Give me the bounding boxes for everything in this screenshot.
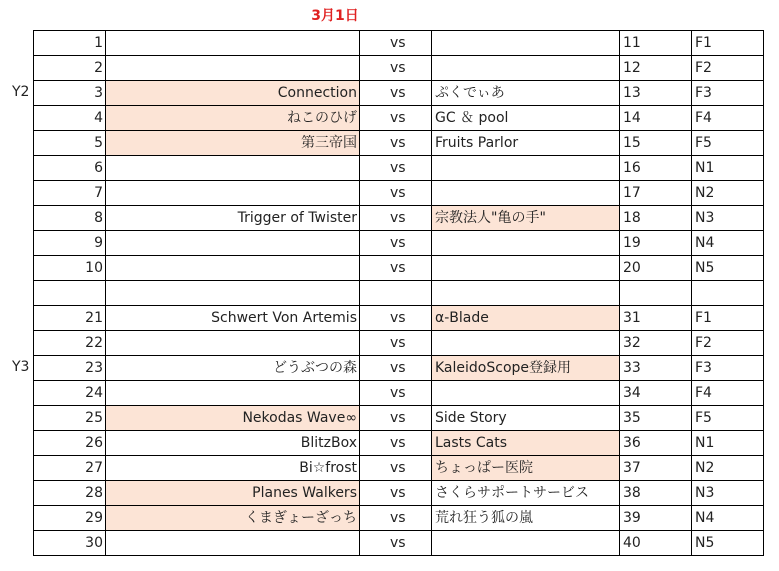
left-team-cell[interactable] xyxy=(106,181,360,206)
vs-cell[interactable]: vs xyxy=(360,306,432,331)
vs-cell[interactable]: vs xyxy=(360,506,432,531)
left-team-cell[interactable] xyxy=(106,256,360,281)
right-team-cell[interactable]: さくらサポートサービス xyxy=(432,481,620,506)
opponent-number-cell[interactable]: 35 xyxy=(620,406,692,431)
right-team-cell[interactable] xyxy=(432,156,620,181)
match-number-cell[interactable]: 22 xyxy=(34,331,106,356)
vs-cell[interactable]: vs xyxy=(360,81,432,106)
table-row xyxy=(34,131,764,156)
right-team-cell[interactable] xyxy=(432,256,620,281)
right-team-cell[interactable] xyxy=(432,181,620,206)
vs-cell[interactable]: vs xyxy=(360,531,432,556)
right-team-cell[interactable]: 荒れ狂う狐の嵐 xyxy=(432,506,620,531)
left-team-cell[interactable]: Schwert Von Artemis xyxy=(106,306,360,331)
left-team-cell[interactable] xyxy=(106,156,360,181)
empty-cell[interactable] xyxy=(34,281,106,306)
opponent-number-cell[interactable]: 36 xyxy=(620,431,692,456)
court-cell[interactable]: N2 xyxy=(692,181,764,206)
schedule-table xyxy=(33,30,764,556)
match-number-cell[interactable]: 3 xyxy=(34,81,106,106)
right-team-cell[interactable]: 宗教法人"亀の手" xyxy=(432,206,620,231)
vs-cell[interactable]: vs xyxy=(360,181,432,206)
court-cell[interactable]: F2 xyxy=(692,56,764,81)
court-cell[interactable]: F1 xyxy=(692,306,764,331)
empty-cell[interactable] xyxy=(432,281,620,306)
right-team-cell[interactable] xyxy=(432,231,620,256)
empty-cell[interactable] xyxy=(620,281,692,306)
table-row xyxy=(34,256,764,281)
match-number-cell[interactable]: 26 xyxy=(34,431,106,456)
table-row xyxy=(34,331,764,356)
vs-cell[interactable]: vs xyxy=(360,156,432,181)
opponent-number-cell[interactable]: 34 xyxy=(620,381,692,406)
match-number-cell[interactable]: 27 xyxy=(34,456,106,481)
court-cell[interactable]: F3 xyxy=(692,356,764,381)
court-cell[interactable]: N5 xyxy=(692,256,764,281)
left-team-cell[interactable]: くまぎょーざっち xyxy=(106,506,360,531)
table-row xyxy=(34,306,764,331)
left-team-cell[interactable]: Planes Walkers xyxy=(106,481,360,506)
court-cell[interactable]: N3 xyxy=(692,481,764,506)
left-team-cell[interactable]: Bi☆frost xyxy=(106,456,360,481)
table-row xyxy=(34,56,764,81)
right-team-cell[interactable]: KaleidoScope登録用 xyxy=(432,356,620,381)
court-cell[interactable]: N4 xyxy=(692,231,764,256)
match-number-cell[interactable]: 30 xyxy=(34,531,106,556)
left-team-cell[interactable] xyxy=(106,56,360,81)
vs-cell[interactable]: vs xyxy=(360,131,432,156)
left-team-cell[interactable] xyxy=(106,381,360,406)
match-number-cell[interactable]: 2 xyxy=(34,56,106,81)
match-number-cell[interactable]: 25 xyxy=(34,406,106,431)
right-team-cell[interactable]: GC ＆ pool xyxy=(432,106,620,131)
left-team-cell[interactable]: Connection xyxy=(106,81,360,106)
opponent-number-cell[interactable]: 13 xyxy=(620,81,692,106)
match-number-cell[interactable]: 4 xyxy=(34,106,106,131)
vs-cell[interactable]: vs xyxy=(360,456,432,481)
table-row xyxy=(34,506,764,531)
left-team-cell[interactable] xyxy=(106,231,360,256)
table-row xyxy=(34,381,764,406)
court-cell[interactable]: F5 xyxy=(692,131,764,156)
opponent-number-cell[interactable]: 16 xyxy=(620,156,692,181)
opponent-number-cell[interactable]: 14 xyxy=(620,106,692,131)
left-team-cell[interactable] xyxy=(106,331,360,356)
match-number-cell[interactable]: 6 xyxy=(34,156,106,181)
table-row xyxy=(34,231,764,256)
left-team-cell[interactable]: 第三帝国 xyxy=(106,131,360,156)
right-team-cell[interactable] xyxy=(432,56,620,81)
table-row xyxy=(34,481,764,506)
court-cell[interactable]: N1 xyxy=(692,156,764,181)
right-team-cell[interactable] xyxy=(432,381,620,406)
vs-cell[interactable]: vs xyxy=(360,56,432,81)
spacer-row xyxy=(34,281,764,306)
table-row xyxy=(34,31,764,56)
right-team-cell[interactable]: Fruits Parlor xyxy=(432,131,620,156)
opponent-number-cell[interactable]: 32 xyxy=(620,331,692,356)
match-number-cell[interactable]: 8 xyxy=(34,206,106,231)
sheet-title: 3月1日 xyxy=(311,8,359,24)
vs-cell[interactable]: vs xyxy=(360,331,432,356)
table-row xyxy=(34,456,764,481)
empty-cell[interactable] xyxy=(360,281,432,306)
right-team-cell[interactable]: Lasts Cats xyxy=(432,431,620,456)
table-row xyxy=(34,206,764,231)
vs-cell[interactable]: vs xyxy=(360,206,432,231)
empty-cell[interactable] xyxy=(692,281,764,306)
match-number-cell[interactable]: 28 xyxy=(34,481,106,506)
opponent-number-cell[interactable]: 17 xyxy=(620,181,692,206)
opponent-number-cell[interactable]: 40 xyxy=(620,531,692,556)
empty-cell[interactable] xyxy=(106,281,360,306)
match-number-cell[interactable]: 24 xyxy=(34,381,106,406)
right-team-cell[interactable] xyxy=(432,531,620,556)
court-cell[interactable]: N5 xyxy=(692,531,764,556)
match-number-cell[interactable]: 9 xyxy=(34,231,106,256)
table-row xyxy=(34,81,764,106)
left-team-cell[interactable]: Trigger of Twister xyxy=(106,206,360,231)
right-team-cell[interactable]: α-Blade xyxy=(432,306,620,331)
group-label-y3: Y3 xyxy=(12,359,30,375)
opponent-number-cell[interactable]: 31 xyxy=(620,306,692,331)
match-number-cell[interactable]: 5 xyxy=(34,131,106,156)
table-row xyxy=(34,356,764,381)
opponent-number-cell[interactable]: 20 xyxy=(620,256,692,281)
opponent-number-cell[interactable]: 11 xyxy=(620,31,692,56)
opponent-number-cell[interactable]: 12 xyxy=(620,56,692,81)
table-row xyxy=(34,181,764,206)
table-row xyxy=(34,156,764,181)
vs-cell[interactable]: vs xyxy=(360,431,432,456)
court-cell[interactable]: F4 xyxy=(692,381,764,406)
left-team-cell[interactable] xyxy=(106,31,360,56)
right-team-cell[interactable]: ちょっぱー医院 xyxy=(432,456,620,481)
right-team-cell[interactable]: Side Story xyxy=(432,406,620,431)
court-cell[interactable]: N1 xyxy=(692,431,764,456)
court-cell[interactable]: F5 xyxy=(692,406,764,431)
court-cell[interactable]: F4 xyxy=(692,106,764,131)
opponent-number-cell[interactable]: 38 xyxy=(620,481,692,506)
opponent-number-cell[interactable]: 37 xyxy=(620,456,692,481)
court-cell[interactable]: F1 xyxy=(692,31,764,56)
vs-cell[interactable]: vs xyxy=(360,381,432,406)
match-number-cell[interactable]: 21 xyxy=(34,306,106,331)
table-row xyxy=(34,431,764,456)
table-row xyxy=(34,531,764,556)
match-number-cell[interactable]: 29 xyxy=(34,506,106,531)
court-cell[interactable]: F3 xyxy=(692,81,764,106)
opponent-number-cell[interactable]: 39 xyxy=(620,506,692,531)
opponent-number-cell[interactable]: 33 xyxy=(620,356,692,381)
court-cell[interactable]: F2 xyxy=(692,331,764,356)
left-team-cell[interactable]: どうぶつの森 xyxy=(106,356,360,381)
right-team-cell[interactable] xyxy=(432,31,620,56)
vs-cell[interactable]: vs xyxy=(360,231,432,256)
group-label-y2: Y2 xyxy=(12,84,30,100)
vs-cell[interactable]: vs xyxy=(360,106,432,131)
court-cell[interactable]: N4 xyxy=(692,506,764,531)
vs-cell[interactable]: vs xyxy=(360,406,432,431)
vs-cell[interactable]: vs xyxy=(360,356,432,381)
vs-cell[interactable]: vs xyxy=(360,31,432,56)
right-team-cell[interactable]: ぷくでぃあ xyxy=(432,81,620,106)
opponent-number-cell[interactable]: 18 xyxy=(620,206,692,231)
left-team-cell[interactable]: ねこのひげ xyxy=(106,106,360,131)
match-number-cell[interactable]: 1 xyxy=(34,31,106,56)
left-team-cell[interactable]: Nekodas Wave∞ xyxy=(106,406,360,431)
right-team-cell[interactable] xyxy=(432,331,620,356)
match-number-cell[interactable]: 23 xyxy=(34,356,106,381)
court-cell[interactable]: N2 xyxy=(692,456,764,481)
vs-cell[interactable]: vs xyxy=(360,256,432,281)
table-row xyxy=(34,106,764,131)
table-row xyxy=(34,406,764,431)
opponent-number-cell[interactable]: 15 xyxy=(620,131,692,156)
left-team-cell[interactable]: BlitzBox xyxy=(106,431,360,456)
left-team-cell[interactable] xyxy=(106,531,360,556)
vs-cell[interactable]: vs xyxy=(360,481,432,506)
match-number-cell[interactable]: 10 xyxy=(34,256,106,281)
opponent-number-cell[interactable]: 19 xyxy=(620,231,692,256)
court-cell[interactable]: N3 xyxy=(692,206,764,231)
match-number-cell[interactable]: 7 xyxy=(34,181,106,206)
